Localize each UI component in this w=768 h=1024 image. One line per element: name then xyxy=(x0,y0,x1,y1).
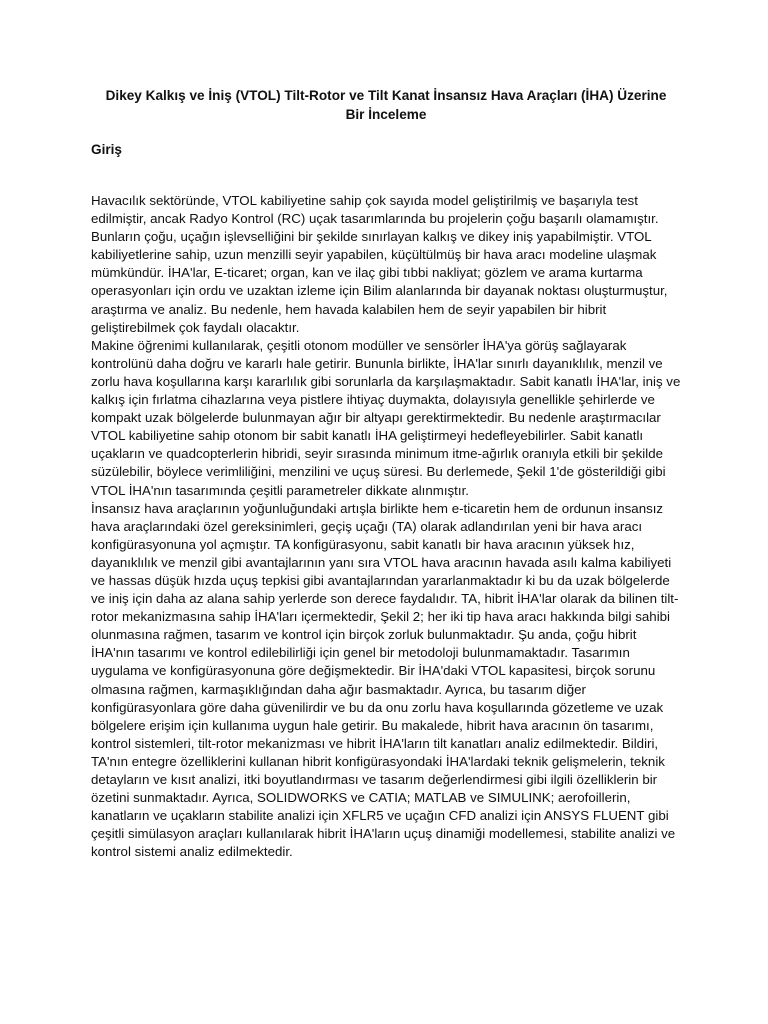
paragraph: İnsansız hava araçlarının yoğunluğundaki artışla birlikte hem e-ticaretin hem de ordunun insansız hava araçlarındaki özel gereksinimleri, geçiş uçağı (TA) olarak adlandırılan yeni bir hava aracı konfigürasyonuna yol açmıştır. TA konfigürasyonu, sabit kanatlı bir hava aracının yüksek hız, dayanıklılık ve menzil gibi avantajlarının yanı sıra VTOL hava aracının havada asılı kalma kabiliyeti ve hassas düşük hızda uçuş tepkisi gibi avantajlarından yararlanmaktadır ki bu da uzak bölgelerde ve iniş için daha az alana sahip yerlerde son derece faydalıdır. TA, hibrit İHA'lar olarak da bilinen tilt-rotor mekanizmasına sahip İHA'ları içermektedir, Şekil 2; her iki tip hava aracı hakkında bilgi sahibi olunmasına rağmen, tasarım ve kontrol için birçok zorluk bulunmaktadır. Şu anda, çoğu hibrit İHA'nın tasarımı ve kontrol edilebilirliği için genel bir metodoloji bulunmamaktadır. Tasarımın uygulama ve konfigürasyonuna göre değişmektedir. Bir İHA'daki VTOL kapasitesi, birçok sorunu olmasına rağmen, karmaşıklığından daha ağır basmaktadır. Ayrıca, bu tasarım diğer konfigürasyonlara göre daha güvenilirdir ve bu da onu zorlu hava koşullarında gözetleme ve uzak bölgelere erişim için kullanıma uygun hale getirir. Bu makalede, hibrit hava aracının ön tasarımı, kontrol sistemleri, tilt-rotor mekanizması ve hibrit İHA'ların tilt kanatları analiz edilmektedir. Bildiri, TA'nın entegre özelliklerini kullanan hibrit konfigürasyondaki İHA'lardaki teknik gelişmelerin, teknik detayların ve kısıt analizi, itki boyutlandırması ve tasarım değerlendirmesi gibi ilgili özelliklerin bir özetini sunmaktadır. Ayrıca, SOLIDWORKS ve CATIA; MATLAB ve SIMULINK; aerofoillerin, kanatların ve uçakların stabilite analizi için XFLR5 ve uçağın CFD analizi için ANSYS FLUENT gibi çeşitli simülasyon araçları kullanılarak hibrit İHA'ların uçuş dinamiği modellemesi, stabilite analizi ve kontrol sistemi analiz edilmektedir. xyxy=(91,500,679,860)
paragraph: araştırma ve analiz. Bu nedenle, hem havada kalabilen hem de seyir yapabilen bir hibrit geliştirebilmek çok faydalı olacaktır. xyxy=(91,301,607,335)
document-title: Dikey Kalkış ve İniş (VTOL) Tilt-Rotor ve Tilt Kanat İnsansız Hava Araçları (İHA) Üzerine Bir İnceleme xyxy=(105,88,667,122)
document-page xyxy=(91,86,681,861)
body-text xyxy=(91,192,681,861)
paragraph: Makine öğrenimi kullanılarak, çeşitli otonom modüller ve sensörler İHA'ya görüş sağlayarak kontrolünü daha doğru ve kararlı hale getirir. Bununla birlikte, İHA'lar sınırlı dayanıklılık, menzil ve zorlu hava koşullarına karşı kararlılık gibi sorunlarla da karşılaşmaktadır. Sabit kanatlı İHA'lar, iniş ve kalkış için fırlatma cihazlarına veya pistlere ihtiyaç duymakta, dolayısıyla genellikle şehirlerde ve kompakt uzak bölgelerde bulunmayan ağır bir altyapı gerektirmektedir. Bu nedenle araştırmacılar VTOL kabiliyetine sahip otonom bir sabit kanatlı İHA geliştirmeyi hedefleyebilirler. Sabit kanatlı uçakların ve quadcopterlerin hibridi, seyir sırasında minimum itme-ağırlık oranıyla etkili bir şekilde süzülebilir, böylece verimliliğini, menzilini ve uçuş süresi. Bu derlemede, Şekil 1'de gösterildiği gibi VTOL İHA'nın tasarımında çeşitli parametreler dikkate alınmıştır. xyxy=(91,337,681,498)
section-heading: Giriş xyxy=(91,142,122,157)
paragraph: Havacılık sektöründe, VTOL kabiliyetine sahip çok sayıda model geliştirilmiş ve başarıyla test edilmiştir, ancak Radyo Kontrol (RC) uçak tasarımlarında bu projelerin çoğu başarılı olamamıştır. Bunların çoğu, uçağın işlevselliğini bir şekilde sınırlayan kalkış ve dikey iniş yapabilmiştir. VTOL kabiliyetlerine sahip, uzun menzilli seyir yapabilen, küçültülmüş bir hava aracı modeline ulaşmak mümkündür. İHA'lar, E-ticaret; organ, kan ve ilaç gibi tıbbi nakliyat; gözlem ve arama kurtarma operasyonları için ordu ve uzaktan izleme için Bilim alanlarında bir dayanak noktası oluşturmuştur, xyxy=(91,193,668,299)
